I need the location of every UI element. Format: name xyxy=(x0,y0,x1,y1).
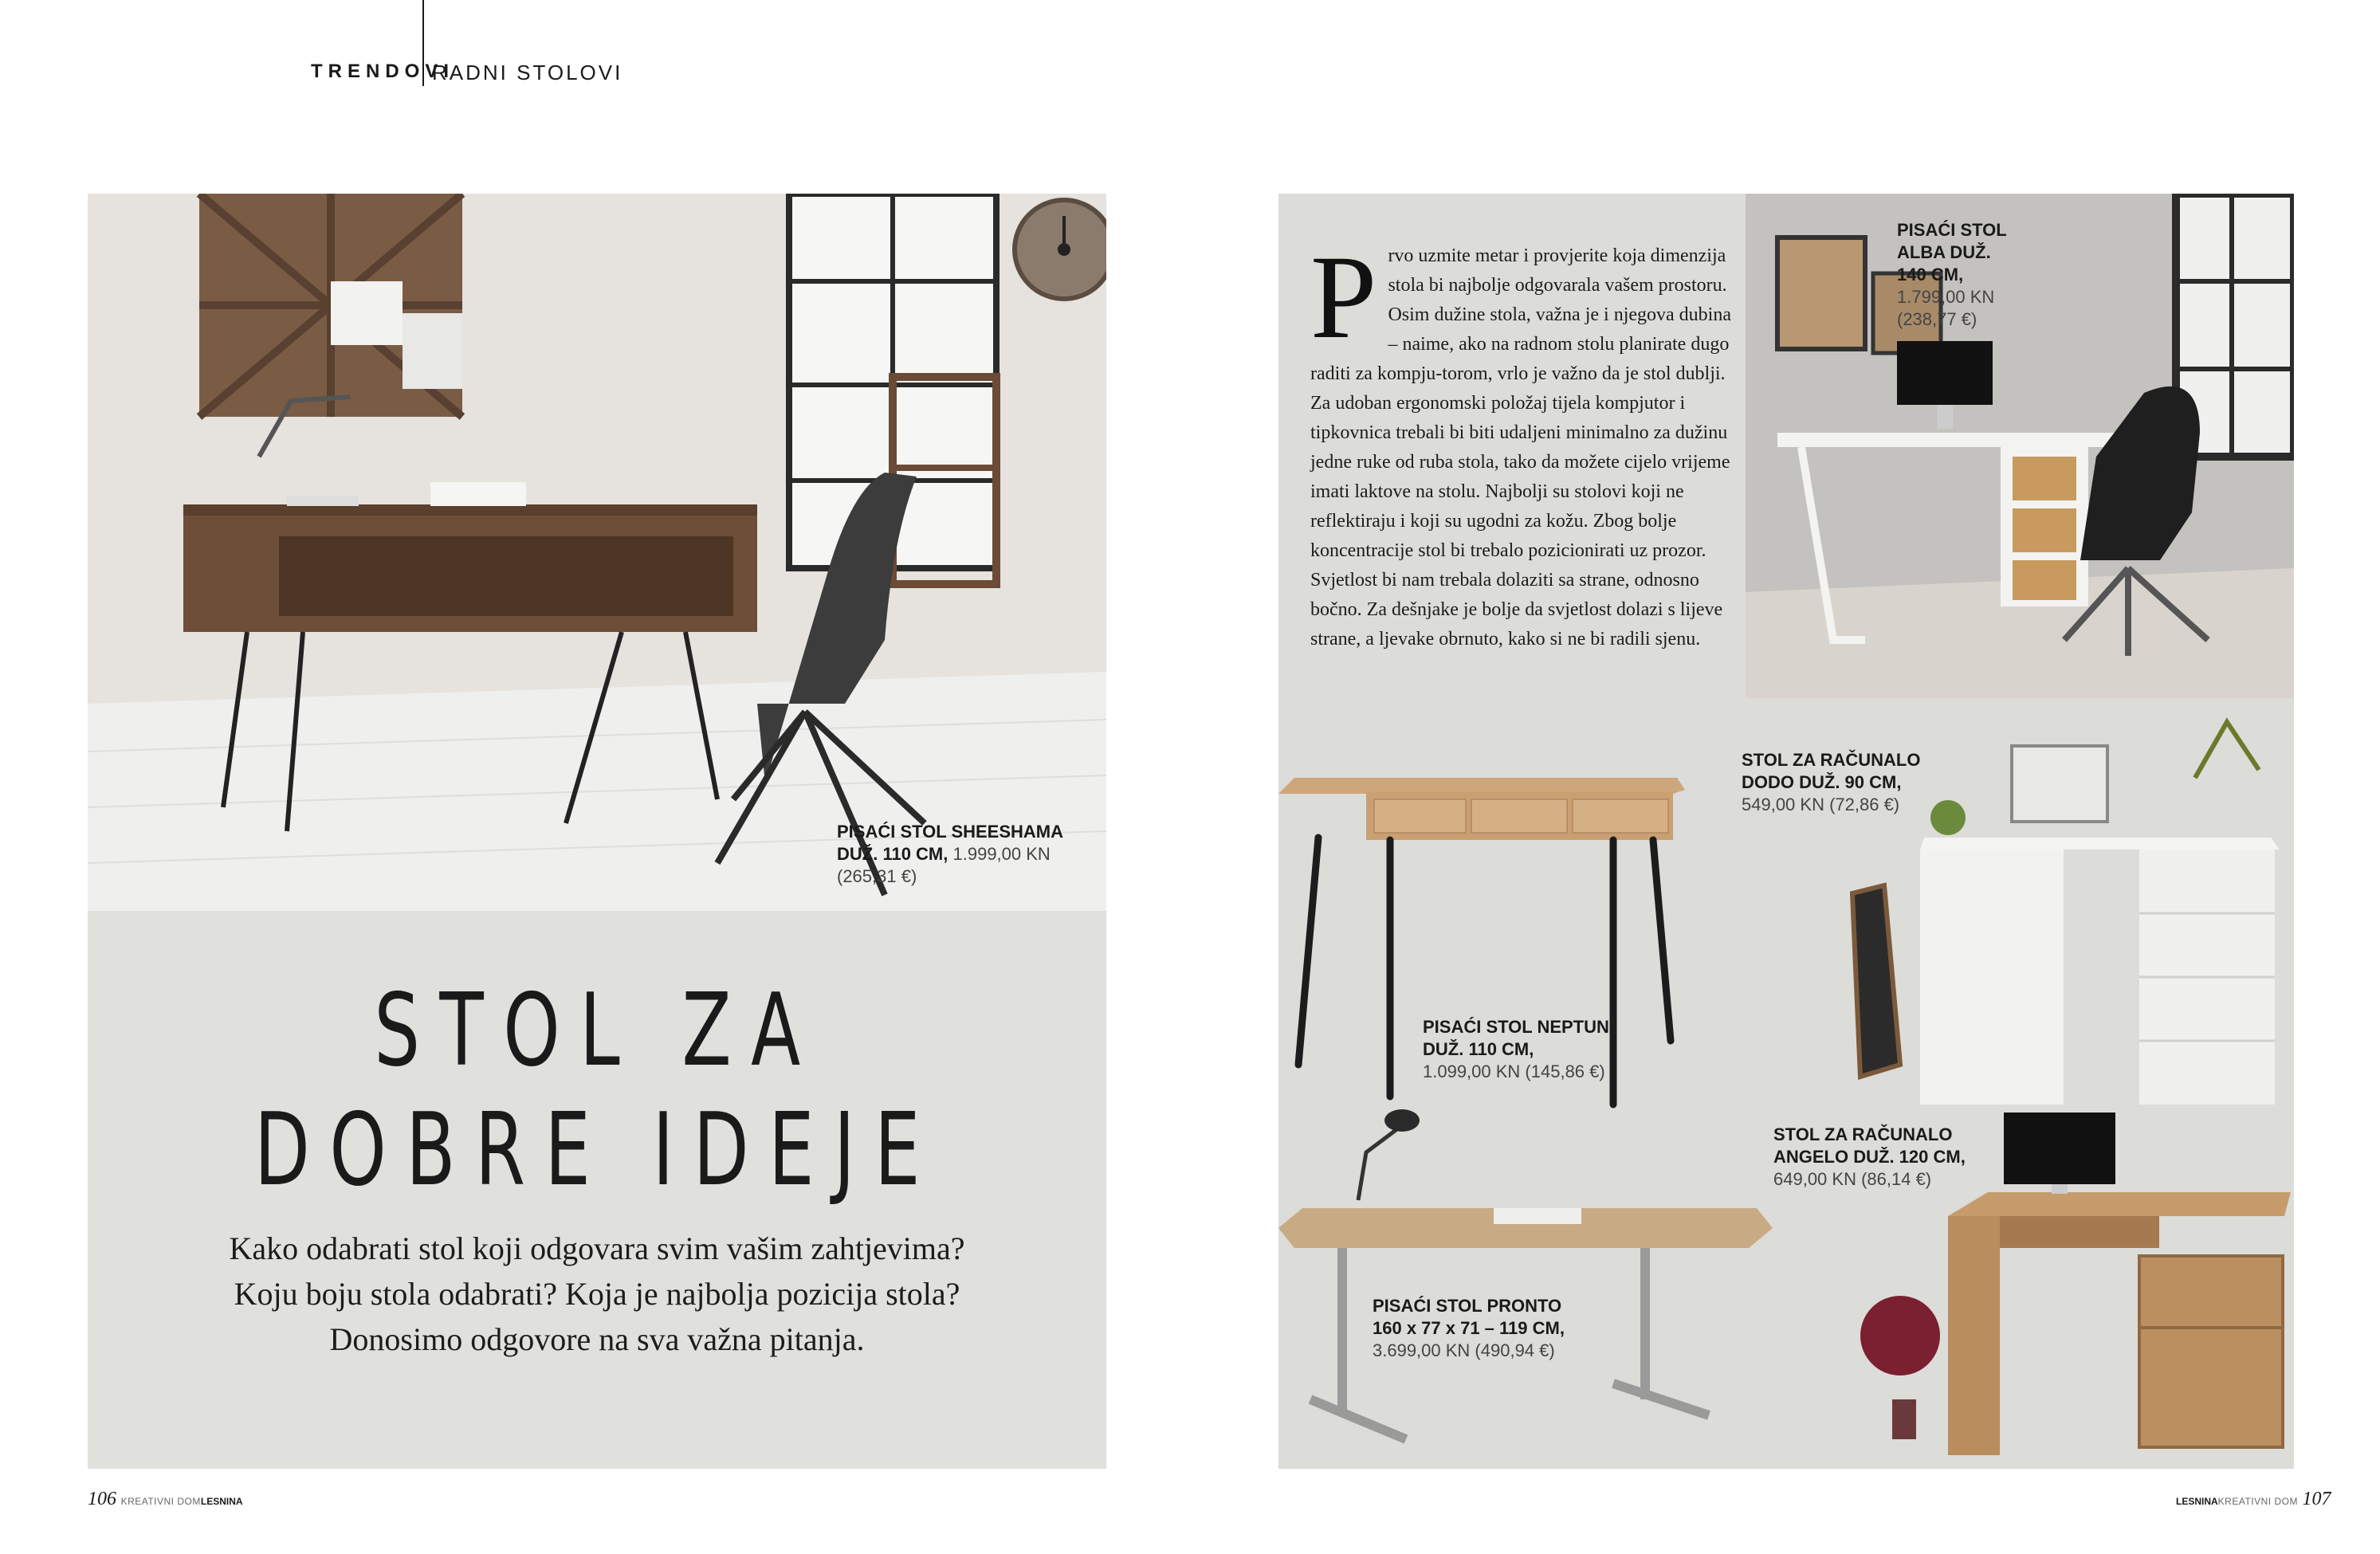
intro-line-3: Donosimo odgovore na sva važna pitanja. xyxy=(329,1321,865,1357)
article-body xyxy=(1310,231,1733,654)
page-number-left: 106 xyxy=(88,1489,116,1509)
caption-dodo-line-2: DODO DUŽ. 90 CM, xyxy=(1742,772,1902,792)
caption-pronto-price: 3.699,00 KN (490,94 €) xyxy=(1373,1340,1555,1360)
headline xyxy=(230,971,964,1210)
caption-alba-line-2: ALBA DUŽ. xyxy=(1897,242,1991,262)
caption-alba-price: 1.799,00 KN xyxy=(1897,287,1995,307)
caption-angelo-line-1: STOL ZA RAČUNALO xyxy=(1773,1124,1953,1144)
magazine-name-left: KREATIVNI DOM xyxy=(120,1496,201,1507)
caption-alba-line-3: 140 CM, xyxy=(1897,265,1964,285)
caption-alba-price-eur: (238,77 €) xyxy=(1897,309,1977,329)
alba-desk-photo xyxy=(1746,194,2294,698)
page-number-right: 107 xyxy=(2302,1489,2331,1509)
caption-angelo-price: 649,00 KN (86,14 €) xyxy=(1773,1169,1932,1189)
subsection-label: RADNI STOLOVI xyxy=(432,61,623,84)
caption-neptun-price: 1.099,00 KN (145,86 €) xyxy=(1423,1062,1605,1081)
brand-left: LESNINA xyxy=(200,1496,243,1507)
caption-dodo-price: 549,00 KN (72,86 €) xyxy=(1742,795,1900,814)
caption-neptun-line-1: PISAĆI STOL NEPTUN xyxy=(1423,1017,1609,1037)
magazine-name-right: KREATIVNI DOM xyxy=(2217,1496,2298,1507)
pronto-desk-image xyxy=(1278,1109,1773,1439)
sheeshama-desk-illustration xyxy=(88,194,1106,911)
section-label: TRENDOVI xyxy=(311,61,455,82)
alba-desk-illustration xyxy=(1746,194,2294,698)
caption-sheeshama-price: 1.999,00 KN xyxy=(952,844,1051,864)
article-body-text: rvo uzmite metar i provjerite koja dimenzija stola bi najbolje odgovarala vašem prostoru. Osim dužine stola, važna je i njegova dubina – naime, ako na radnom stolu planirate dugo raditi za kompju-torom, vrlo je važno da je stol dublji. Za udoban ergonomski položaj tijela kompjutor i tipkovnica trebali bi biti udaljeni minimalno za dužinu jedne ruke od ruba stola, tako da možete cijelo vrijeme imati laktove na stolu. Najbolji su stolovi koji ne reflektiraju i koji su ugodni za kožu. Zbog bolje koncentracije stol bi trebalo pozicionirati uz prozor. Svjetlost bi nam trebala dolaziti sa strane, odnosno bočno. Za dešnjake je bolje da svjetlost dolazi s lijeve strane, a ljevake obrnuto, kako si ne bi radili sjenu. xyxy=(1310,245,1731,649)
caption-sheeshama-name: PISAĆI STOL SHEESHAMA xyxy=(837,822,1064,842)
caption-alba xyxy=(1897,219,2007,331)
caption-dodo-line-1: STOL ZA RAČUNALO xyxy=(1742,750,1921,770)
caption-dodo xyxy=(1742,749,1920,816)
drop-cap: P xyxy=(1310,231,1377,363)
sheeshama-desk-photo xyxy=(88,194,1106,911)
caption-pronto xyxy=(1373,1295,1565,1362)
brand-right: LESNINA xyxy=(2176,1496,2218,1507)
caption-sheeshama-price-eur: (265,31 €) xyxy=(837,866,917,886)
caption-neptun xyxy=(1423,1016,1609,1083)
caption-neptun-line-2: DUŽ. 110 CM, xyxy=(1423,1039,1534,1059)
headline-line-2: DOBRE IDEJE xyxy=(254,1091,940,1208)
intro-line-2: Koju boju stola odabrati? Koja je najbolja pozicija stola? xyxy=(234,1276,960,1312)
caption-alba-line-1: PISAĆI STOL xyxy=(1897,220,2007,240)
footer-left xyxy=(88,1489,243,1510)
caption-sheeshama-length: DUŽ. 110 CM, xyxy=(837,844,948,864)
caption-sheeshama xyxy=(837,821,1063,888)
intro-text xyxy=(88,1226,1106,1362)
caption-angelo-line-2: ANGELO DUŽ. 120 CM, xyxy=(1773,1147,1966,1167)
caption-pronto-line-1: PISAĆI STOL PRONTO xyxy=(1373,1296,1562,1316)
headline-line-1: STOL ZA xyxy=(374,971,820,1089)
caption-pronto-line-2: 160 x 77 x 71 – 119 CM, xyxy=(1373,1318,1565,1338)
caption-angelo xyxy=(1773,1124,1966,1191)
intro-line-1: Kako odabrati stol koji odgovara svim vašim zahtjevima? xyxy=(229,1230,965,1266)
footer-right xyxy=(2176,1489,2331,1510)
